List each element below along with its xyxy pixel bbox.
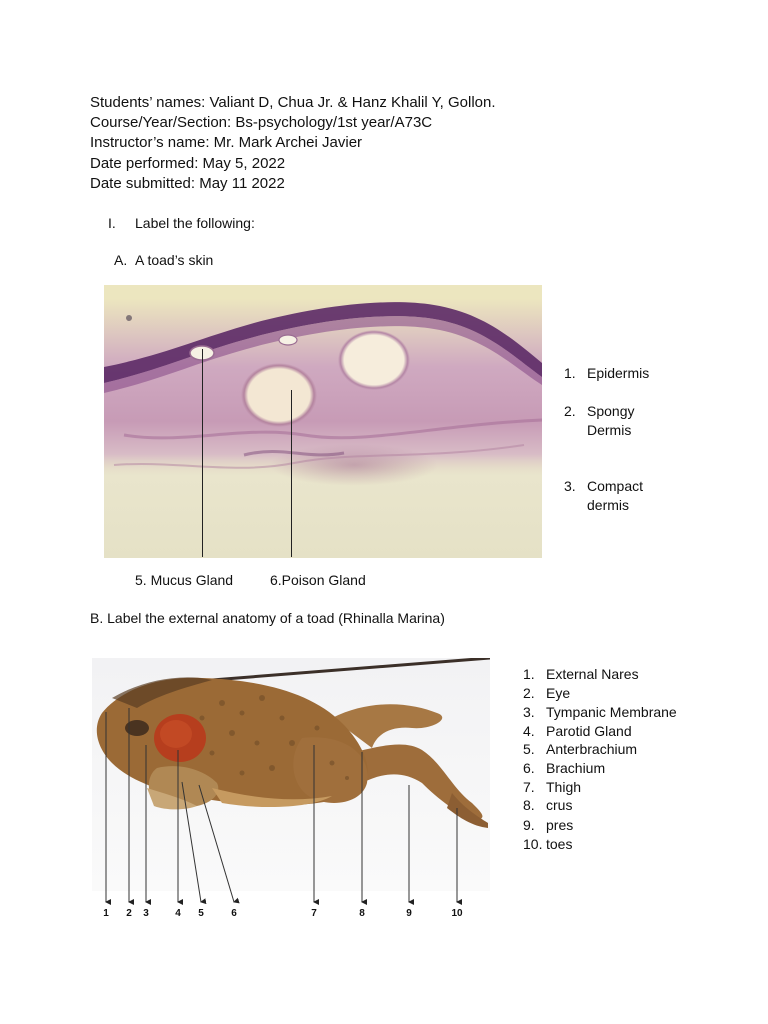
course-year-section: Course/Year/Section: Bs-psychology/1st year/A73C: [90, 114, 433, 131]
arrow-number-2: 2: [126, 908, 132, 919]
anatomy-label-parotid-gland: Parotid Gland: [546, 723, 632, 739]
section-i-number: I.: [108, 215, 116, 231]
anatomy-num-10: 10.: [523, 836, 543, 852]
arrow-number-8: 8: [359, 908, 365, 919]
anatomy-num-3: 3.: [523, 704, 535, 720]
arrow-number-9: 9: [406, 908, 412, 919]
anatomy-num-9: 9.: [523, 817, 535, 833]
instructor-name: Instructor’s name: Mr. Mark Archei Javier: [90, 134, 363, 151]
mucus-gland-label: 5. Mucus Gland: [135, 572, 234, 588]
arrow-number-5: 5: [198, 908, 204, 919]
anatomy-num-6: 6.: [523, 760, 535, 776]
skin-label-compact-dermis: dermis: [587, 497, 630, 513]
skin-label-epidermis: Epidermis: [587, 365, 650, 381]
date-performed: Date performed: May 5, 2022: [90, 155, 286, 172]
arrow-number-1: 1: [103, 908, 109, 919]
anatomy-label-crus: crus: [546, 797, 573, 813]
date-submitted: Date submitted: May 11 2022: [90, 175, 285, 192]
arrow-number-7: 7: [311, 908, 317, 919]
students-names: Students’ names: Valiant D, Chua Jr. & Hanz Khalil Y, Gollon.: [90, 94, 496, 111]
arrow-number-4: 4: [175, 908, 181, 919]
skin-label-1-number: 1.: [564, 365, 576, 381]
part-a-number: A.: [114, 252, 128, 268]
anatomy-label-eye: Eye: [546, 685, 571, 701]
skin-label-2-number: 2.: [564, 403, 576, 419]
anatomy-num-4: 4.: [523, 723, 535, 739]
anatomy-num-2: 2.: [523, 685, 535, 701]
skin-label-compact: Compact: [587, 478, 644, 494]
skin-label-3-number: 3.: [564, 478, 576, 494]
anatomy-label-external-nares: External Nares: [546, 666, 639, 682]
arrow-number-10: 10: [451, 908, 463, 919]
anatomy-label-thigh: Thigh: [546, 779, 582, 795]
poison-gland-label: 6.Poison Gland: [270, 572, 366, 588]
anatomy-label-brachium: Brachium: [546, 760, 606, 776]
anatomy-label-anterbrachium: Anterbrachium: [546, 741, 638, 757]
anatomy-num-1: 1.: [523, 666, 535, 682]
anatomy-label-tympanic-membrane: Tympanic Membrane: [546, 704, 677, 720]
part-a-title: A toad’s skin: [135, 252, 214, 268]
skin-label-spongy: Spongy: [587, 403, 635, 419]
anatomy-num-7: 7.: [523, 779, 535, 795]
anatomy-label-pres: pres: [546, 817, 574, 833]
anatomy-num-8: 8.: [523, 797, 535, 813]
arrow-number-6: 6: [231, 908, 237, 919]
part-b-title: B. Label the external anatomy of a toad (Rhinalla Marina): [90, 610, 445, 626]
anatomy-label-toes: toes: [546, 836, 573, 852]
anatomy-num-5: 5.: [523, 741, 535, 757]
skin-label-dermis: Dermis: [587, 422, 632, 438]
section-i-heading: Label the following:: [135, 215, 255, 231]
arrow-number-3: 3: [143, 908, 149, 919]
